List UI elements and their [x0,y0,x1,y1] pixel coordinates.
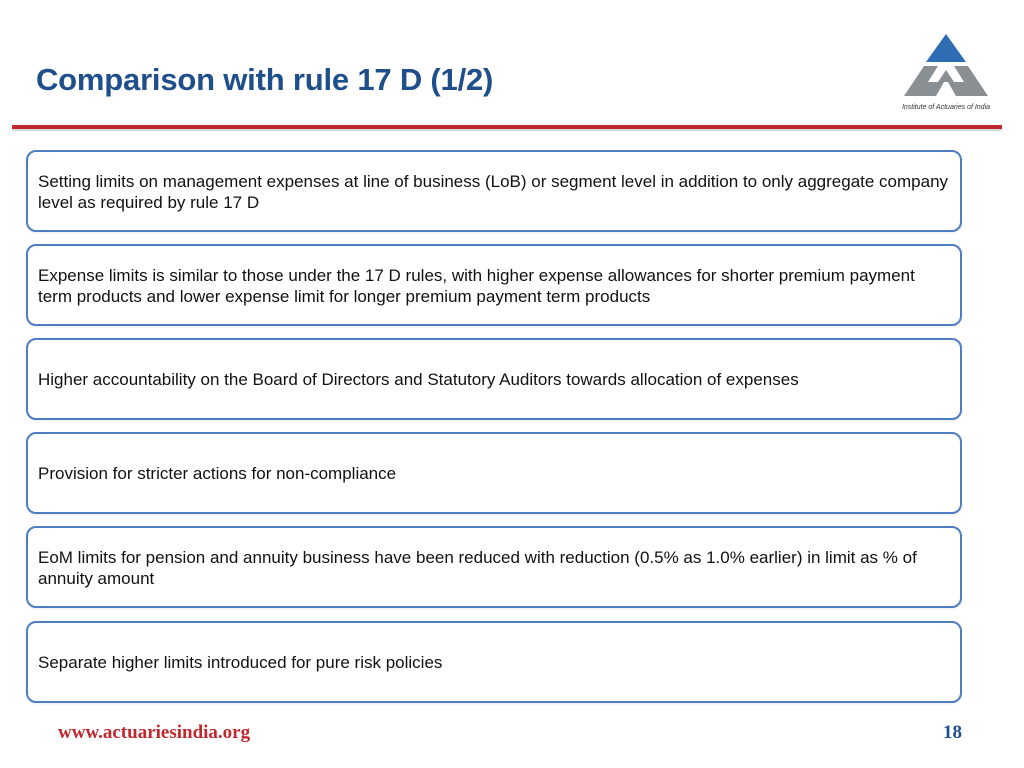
logo-triangle-icon [894,32,998,104]
point-box-3 [26,338,962,420]
point-text: Higher accountability on the Board of Directors and Statutory Auditors towards allocation of expenses [38,369,799,389]
point-box-2 [26,244,962,326]
point-text: Expense limits is similar to those under the 17 D rules, with higher expense allowances for shorter premium payment term products and lower expense limit for longer premium payment term products [38,266,915,306]
footer-website-link[interactable]: www.actuariesindia.org [58,722,251,743]
point-box-6 [26,621,962,703]
point-text: EoM limits for pension and annuity business have been reduced with reduction (0.5% as 1.0% earlier) in limit as % of annuity amount [38,548,917,588]
slide-title: Comparison with rule 17 D (1/2) [36,62,494,97]
point-text: Setting limits on management expenses at line of business (LoB) or segment level in addition to only aggregate company level as required by rule 17 D [38,172,949,212]
title-underline-grey [12,129,1002,131]
point-box-4 [26,432,962,514]
point-box-5 [26,526,962,608]
point-text: Provision for stricter actions for non-compliance [38,464,397,483]
point-box-1 [26,150,962,232]
logo-caption: Institute of Actuaries of India [901,104,991,111]
page-number: 18 [943,722,962,743]
institute-logo [894,32,998,114]
point-text: Separate higher limits introduced for pure risk policies [38,652,443,672]
